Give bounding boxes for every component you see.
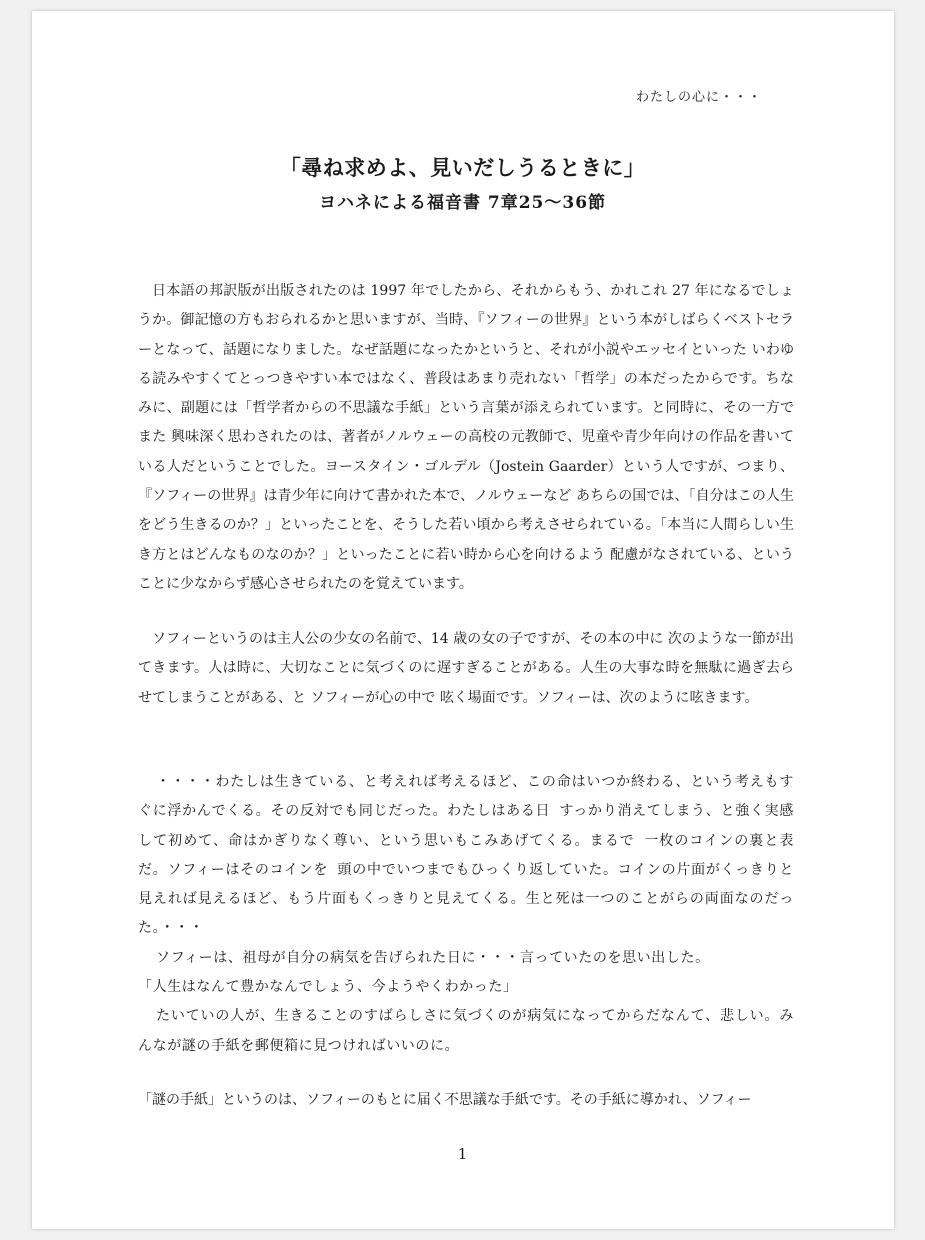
quote-line-3: 「人生はなんて豊かなんでしょう、今ようやくわかった」 <box>138 979 518 996</box>
quotation-block <box>138 768 794 1061</box>
page-number: 1 <box>457 1145 468 1163</box>
scripture-reference: ヨハネによる福音書 7章25〜36節 <box>318 193 607 213</box>
header-note: わたしの心に・・・ <box>636 90 763 105</box>
paragraph-1-text: 日本語の邦訳版が出版されたのは 1997 年でしたから、それからもう、かれこれ 27 年になるでしょうか。御記憶の方もおられるかと思いますが、当時、『ソフィーの世界』という本がしばらくベストセラーとなって、話題になりました。なぜ話題になったかというと、それが小説やエッセイといった いわゆる読みやすくてとっつきやすい本ではなく、普段はあまり売れない「哲学」の本だったからです。ちなみに、副題には「哲学者からの不思議な手紙」という言葉が添えられています。と同時に、その一方でまた 興味深く思わされたのは、著者がノルウェーの高校の元教師で、児童や青少年向けの作品を書いている人だということでした。ヨースタイン・ゴルデル（Jostein Gaarder）という人ですが、つまり、『ソフィーの世界』は青少年に向けて書かれた本で、ノルウェーなど あちらの国では、「自分はこの人生をどう生きるのか？」といったことを、そうした若い頃から考えさせられている。「本当に人間らしい生き方とはどんなものなのか？」といったことに若い時から心を向けるよう 配慮がなされている、ということに少なからず感心させられたのを覚えています。 <box>138 283 794 592</box>
quote-line-1: ・・・・わたしは生きている、と考えれば考えるほど、この命はいつか終わる、という考えもすぐに浮かんでくる。その反対でも同じだった。わたしはある日 すっかり消えてしまう、と強く実感して初めて、命はかぎりなく尊い、という思いもこみあげてくる。まるで 一枚のコインの裏と表だ。ソフィーはそのコインを 頭の中でいつまでもひっくり返していた。コインの片面がくっきりと見えれば見えるほど、もう片面もくっきりと見えてくる。生と死は一つのことがらの両面なのだった。・・・ <box>138 774 794 937</box>
quote-line-2: ソフィーは、祖母が自分の病気を告げられた日に・・・言っていたのを思い出した。 <box>156 949 710 966</box>
paragraph-2 <box>138 625 794 713</box>
paragraph-1 <box>138 277 794 599</box>
paragraph-2-text: ソフィーというのは主人公の少女の名前で、14 歳の女の子ですが、その本の中に 次のような一節が出てきます。人は時に、大切なことに気づくのに遅すぎることがある。人生の大事な時を無駄に過ぎ去らせてしまうことがある、と ソフィーが心の中で 呟く場面です。ソフィーは、次のように呟きます。 <box>138 631 794 706</box>
paragraph-3 <box>138 1086 794 1115</box>
paragraph-3-text: 「謎の手紙」というのは、ソフィーのもとに届く不思議な手紙です。その手紙に導かれ、ソフィー <box>138 1092 752 1108</box>
sermon-title: 「尋ね求めよ、見いだしうるときに」 <box>279 155 646 180</box>
quote-line-4: たいていの人が、生きることのすばらしさに気づくのが病気になってからだなんて、悲しい。みんなが謎の手紙を郵便箱に見つければいいのに。 <box>138 1008 794 1054</box>
